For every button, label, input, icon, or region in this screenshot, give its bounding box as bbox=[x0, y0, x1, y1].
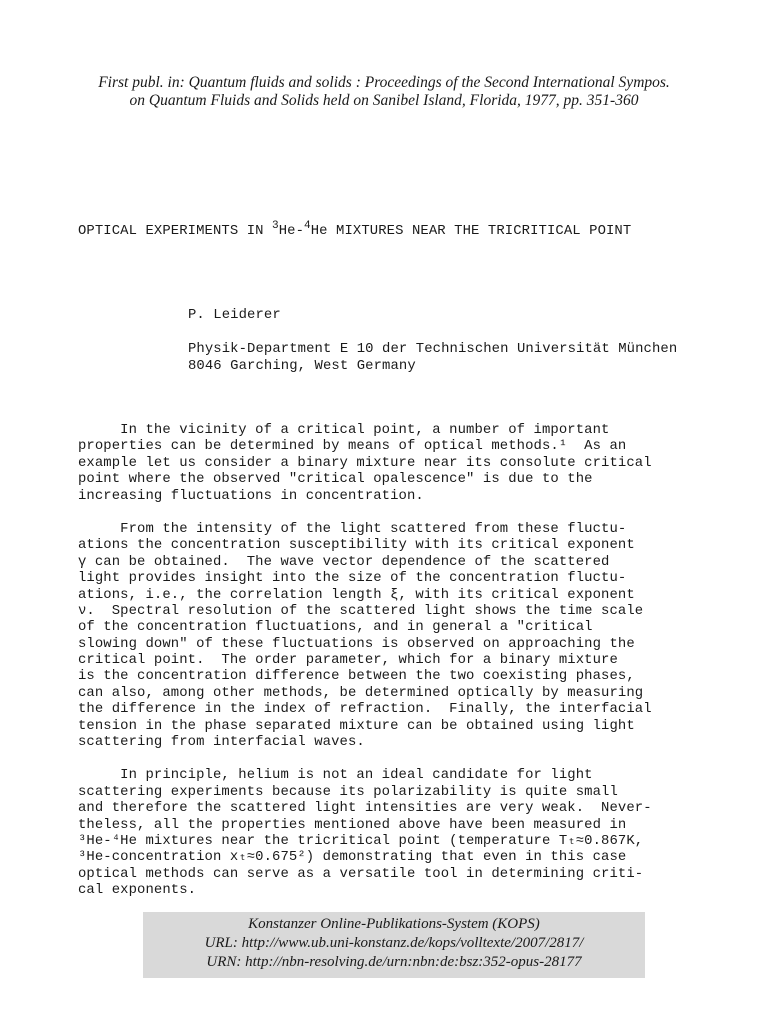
title-part: He- bbox=[278, 223, 305, 239]
text-line: ations the concentration susceptibility with its critical exponent bbox=[78, 537, 635, 554]
paper-title bbox=[78, 222, 758, 240]
text-line: of the concentration fluctuations, and in general a "critical bbox=[78, 619, 593, 636]
paragraph bbox=[78, 422, 758, 504]
text-line: light provides insight into the size of the concentration fluctu- bbox=[78, 570, 627, 587]
affiliation bbox=[188, 341, 677, 375]
text-line: γ can be obtained. The wave vector dependence of the scattered bbox=[78, 553, 610, 570]
publication-note bbox=[0, 74, 768, 110]
text-line: slowing down" of these fluctuations is observed on approaching the bbox=[78, 635, 635, 652]
body-text bbox=[78, 422, 758, 916]
text-line: ³He-concentration xₜ≈0.675²) demonstrating that even in this case bbox=[78, 849, 627, 866]
text-line: can also, among other methods, be determined optically by measuring bbox=[78, 684, 644, 701]
text-line: In principle, helium is not an ideal candidate for light bbox=[78, 767, 593, 784]
text-line: optical methods can serve as a versatile tool in determining criti- bbox=[78, 865, 644, 882]
text-line: properties can be determined by means of optical methods.¹ As an bbox=[78, 438, 627, 455]
footer-line: Konstanzer Online-Publikations-System (KOPS) bbox=[248, 916, 540, 932]
text-line: ν. Spectral resolution of the scattered light shows the time scale bbox=[78, 602, 644, 619]
title-rest: He MIXTURES NEAR THE TRICRITICAL POINT bbox=[310, 223, 632, 239]
title-superscript: 3 bbox=[272, 220, 279, 232]
text-line: ations, i.e., the correlation length ξ, with its critical exponent bbox=[78, 586, 635, 603]
text-line: the difference in the index of refraction. Finally, the interfacial bbox=[78, 701, 652, 718]
text-line: scattering from interfacial waves. bbox=[78, 734, 365, 751]
text-line: ³He-⁴He mixtures near the tricritical point (temperature Tₜ≈0.867K, bbox=[78, 832, 644, 849]
text-line: point where the observed "critical opalescence" is due to the bbox=[78, 471, 593, 488]
footer-urn[interactable]: URN: http://nbn-resolving.de/urn:nbn:de:bsz:352-opus-28177 bbox=[206, 954, 582, 970]
affiliation-line: 8046 Garching, West Germany bbox=[188, 358, 416, 374]
text-line: is the concentration difference between the two coexisting phases, bbox=[78, 668, 635, 685]
text-line: From the intensity of the light scattered from these fluctu- bbox=[78, 520, 627, 537]
text-line: critical point. The order parameter, which for a binary mixture bbox=[78, 652, 618, 669]
text-line: tension in the phase separated mixture can be obtained using light bbox=[78, 717, 635, 734]
text-line: and therefore the scattered light intensities are very weak. Never- bbox=[78, 800, 652, 817]
title-prefix: OPTICAL EXPERIMENTS IN bbox=[78, 223, 273, 239]
author-name: P. Leiderer bbox=[188, 307, 281, 323]
text-line: example let us consider a binary mixture near its consolute critical bbox=[78, 454, 652, 471]
affiliation-line: Physik-Department E 10 der Technischen Universität München bbox=[188, 341, 678, 357]
paragraph bbox=[78, 521, 758, 750]
paragraph bbox=[78, 767, 758, 898]
text-line: In the vicinity of a critical point, a number of important bbox=[78, 422, 610, 438]
title-superscript: 4 bbox=[304, 220, 311, 232]
publication-note-line: First publ. in: Quantum fluids and solids : Proceedings of the Second International Sympos. bbox=[98, 74, 670, 91]
text-line: increasing fluctuations in concentration. bbox=[78, 487, 424, 504]
publication-note-line: on Quantum Fluids and Solids held on Sanibel Island, Florida, 1977, pp. 351-360 bbox=[129, 92, 639, 109]
text-line: cal exponents. bbox=[78, 882, 197, 899]
text-line: scattering experiments because its polarizability is quite small bbox=[78, 783, 618, 800]
footer-url[interactable]: URL: http://www.ub.uni-konstanz.de/kops/volltexte/2007/2817/ bbox=[204, 935, 584, 951]
text-line: theless, all the properties mentioned above have been measured in bbox=[78, 816, 627, 833]
repository-footer bbox=[143, 912, 645, 978]
